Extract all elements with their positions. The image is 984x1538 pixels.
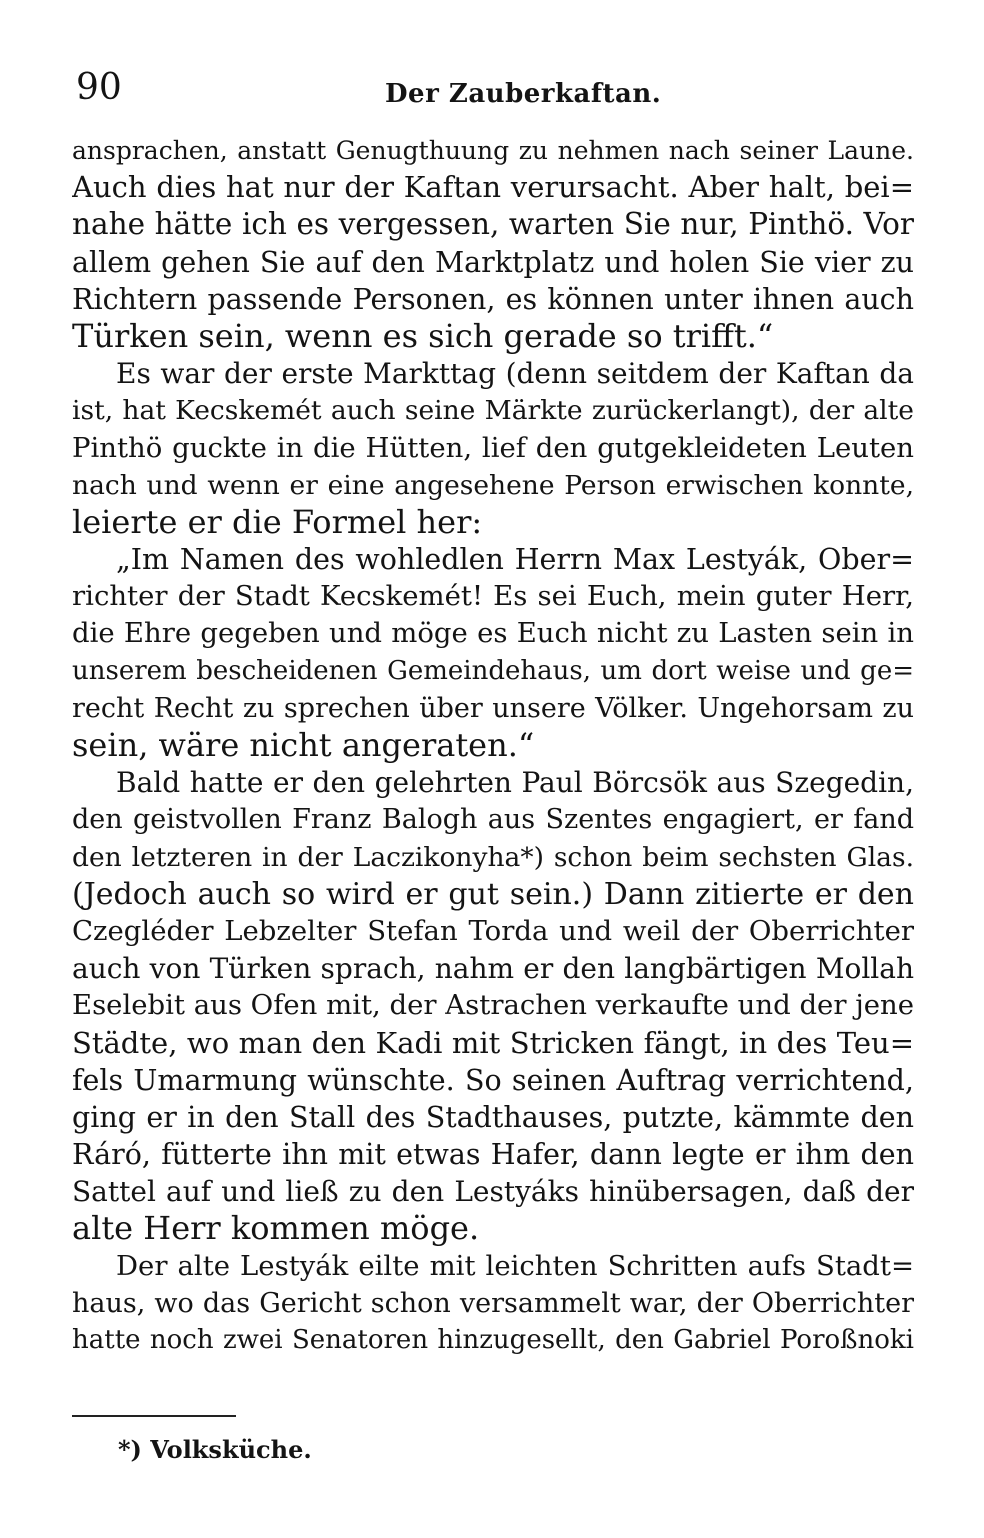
- text-line: alte Herr kommen möge.: [72, 1210, 480, 1248]
- text-line: Bald hatte er den gelehrten Paul Börcsök aus Szegedin,: [116, 766, 914, 800]
- footnote: *) Volksküche.: [118, 1435, 312, 1464]
- text-line: nach und wenn er eine angesehene Person erwischen konnte,: [72, 469, 914, 501]
- text-line: Türken sein, wenn es sich gerade so trifft.“: [72, 317, 774, 355]
- text-line: Auch dies hat nur der Kaftan verursacht. Aber halt, bei=: [72, 170, 914, 205]
- text-line: haus, wo das Gericht schon versammelt war, der Oberrichter: [72, 1287, 914, 1319]
- text-line: allem gehen Sie auf den Marktplatz und holen Sie vier zu: [72, 245, 914, 279]
- footnote-divider: [72, 1415, 236, 1417]
- text-line: Der alte Lestyák eilte mit leichten Schritten aufs Stadt=: [116, 1249, 914, 1282]
- text-line: recht Recht zu sprechen über unsere Völker. Ungehorsam zu: [72, 692, 914, 724]
- text-line: den letzteren in der Laczikonyha*) schon beim sechsten Glas.: [72, 841, 914, 873]
- body-text: [72, 132, 914, 1359]
- text-line: Czegléder Lebzelter Stefan Torda und weil der Oberrichter: [72, 914, 914, 947]
- text-line: Pinthö guckte in die Hütten, lief den gutgekleideten Leuten: [72, 431, 914, 464]
- text-line: Sattel auf und ließ zu den Lestyáks hinübersagen, daß der: [72, 1175, 914, 1209]
- text-line: Städte, wo man den Kadi mit Stricken fängt, in des Teu=: [72, 1025, 914, 1060]
- text-line: ansprachen, anstatt Genugthuung zu nehmen nach seiner Laune.: [72, 136, 914, 165]
- text-line: nahe hätte ich es vergessen, warten Sie nur, Pinthö. Vor: [72, 207, 914, 242]
- running-title: Der Zauberkaftan.: [385, 79, 662, 109]
- text-line: auch von Türken sprach, nahm er den langbärtigen Mollah: [72, 952, 914, 986]
- page-number: 90: [76, 67, 122, 108]
- text-line: den geistvollen Franz Balogh aus Szentes engagiert, er fand: [72, 804, 914, 836]
- text-line: (Jedoch auch so wird er gut sein.) Dann zitierte er den: [72, 876, 914, 912]
- text-line: ging er in den Stall des Stadthauses, putzte, kämmte den: [72, 1100, 914, 1134]
- text-line: Ráró, fütterte ihn mit etwas Hafer, dann legte er ihm den: [72, 1138, 914, 1172]
- text-line: fels Umarmung wünschte. So seinen Auftrag verrichtend,: [72, 1063, 914, 1097]
- text-line: Es war der erste Markttag (denn seitdem der Kaftan da: [116, 357, 914, 391]
- text-line: „Im Namen des wohledlen Herrn Max Lestyák, Ober=: [116, 543, 914, 577]
- text-line: unserem bescheidenen Gemeindehaus, um dort weise und ge=: [72, 655, 914, 686]
- text-line: leierte er die Formel her:: [72, 503, 483, 541]
- text-line: Eselebit aus Ofen mit, der Astrachen verkaufte und der jene: [72, 989, 914, 1022]
- text-line: ist, hat Kecskemét auch seine Märkte zurückerlangt), der alte: [72, 395, 914, 427]
- text-line: richter der Stadt Kecskemét! Es sei Euch, mein guter Herr,: [72, 580, 914, 613]
- text-line: die Ehre gegeben und möge es Euch nicht zu Lasten sein in: [72, 617, 914, 650]
- text-line: sein, wäre nicht angeraten.“: [72, 727, 535, 764]
- text-line: Richtern passende Personen, es können unter ihnen auch: [72, 282, 914, 316]
- text-line: hatte noch zwei Senatoren hinzugesellt, den Gabriel Poroßnoki: [72, 1325, 914, 1355]
